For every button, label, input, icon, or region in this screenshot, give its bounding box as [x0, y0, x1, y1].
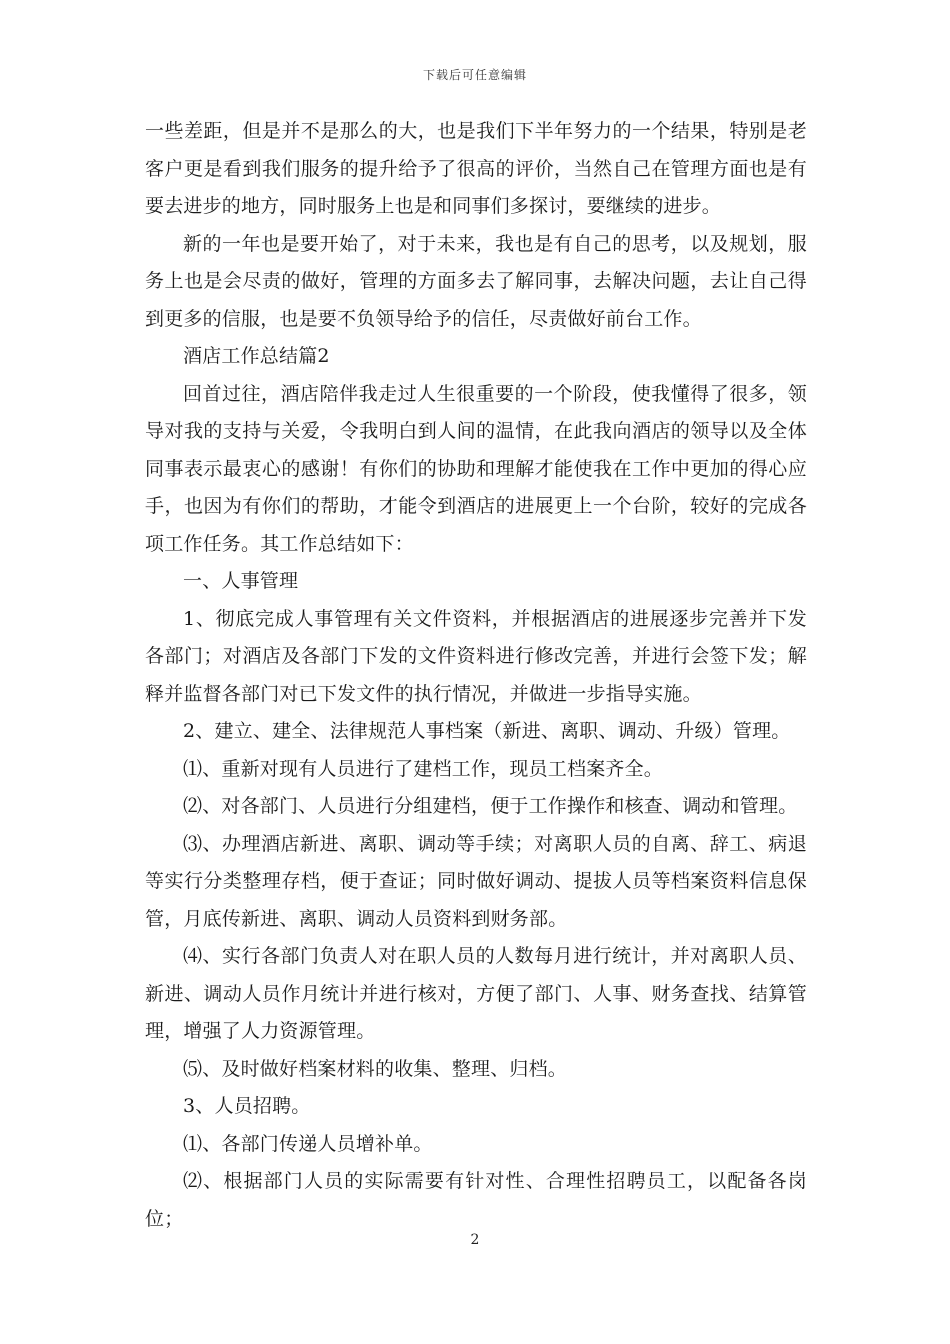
heading-personnel-management: 一、人事管理: [183, 570, 299, 592]
page-number: 2: [470, 1232, 480, 1248]
paragraph-intro: 回首过往，酒店陪伴我走过人生很重要的一个阶段，使我懂得了很多，领导对我的支持与关爱，令我明白到人间的温情，在此我向酒店的领导以及全体同事表示最衷心的感谢！有你们的协助和理解才能使我在工作中更加的得心应手，也因为有你们的帮助，才能令到酒店的进展更上一个台阶，较好的完成各项工作任务。其工作总结如下：: [145, 382, 807, 555]
list-item-2: 2、建立、建全、法律规范人事档案（新进、离职、调动、升级）管理。: [183, 720, 791, 742]
sub-item-2-4: ⑷、实行各部门负责人对在职人员的人数每月进行统计，并对离职人员、新进、调动人员作月统计并进行核对，方便了部门、人事、财务查找、结算管理，增强了人力资源管理。: [145, 945, 807, 1042]
paragraph-continuation: 一些差距，但是并不是那么的大，也是我们下半年努力的一个结果，特别是老客户更是看到我们服务的提升给予了很高的评价，当然自己在管理方面也是有要去进步的地方，同时服务上也是和同事们多探讨，要继续的进步。: [145, 120, 807, 217]
sub-item-3-2: ⑵、根据部门人员的实际需要有针对性、合理性招聘员工，以配备各岗位；: [145, 1170, 807, 1230]
paragraph-new-year-plan: 新的一年也是要开始了，对于未来，我也是有自己的思考，以及规划，服务上也是会尽责的做好，管理的方面多去了解同事，去解决问题，去让自己得到更多的信服，也是要不负领导给予的信任，尽责做好前台工作。: [145, 232, 807, 330]
list-item-1: 1、彻底完成人事管理有关文件资料，并根据酒店的进展逐步完善并下发各部门；对酒店及各部门下发的文件资料进行修改完善，并进行会签下发；解释并监督各部门对已下发文件的执行情况，并做进一步指导实施。: [145, 607, 807, 705]
document-body: [145, 113, 807, 1238]
sub-item-2-3: ⑶、办理酒店新进、离职、调动等手续；对离职人员的自离、辞工、病退等实行分类整理存档，便于查证；同时做好调动、提拔人员等档案资料信息保管，月底传新进、离职、调动人员资料到财务部。: [145, 832, 807, 930]
sub-item-2-2: ⑵、对各部门、人员进行分组建档，便于工作操作和核查、调动和管理。: [183, 795, 798, 817]
header-note: 下载后可任意编辑: [422, 68, 527, 82]
list-item-3: 3、人员招聘。: [183, 1095, 311, 1117]
section-title: 酒店工作总结篇2: [183, 345, 330, 367]
sub-item-2-5: ⑸、及时做好档案材料的收集、整理、归档。: [183, 1057, 568, 1080]
sub-item-2-1: ⑴、重新对现有人员进行了建档工作，现员工档案齐全。: [183, 757, 664, 780]
sub-item-3-1: ⑴、各部门传递人员增补单。: [183, 1132, 433, 1155]
